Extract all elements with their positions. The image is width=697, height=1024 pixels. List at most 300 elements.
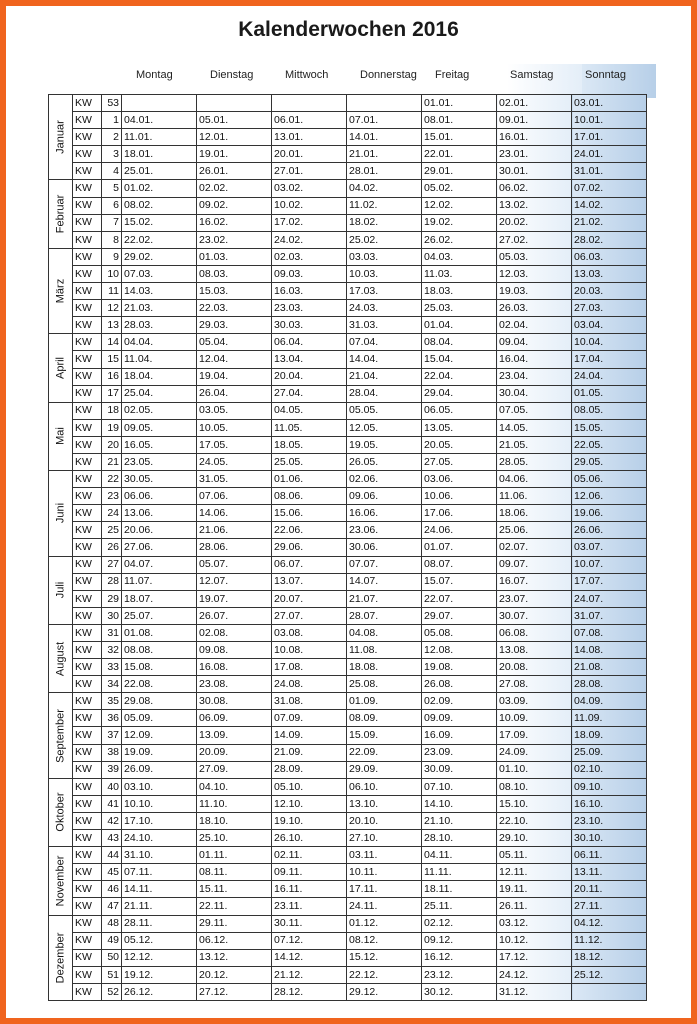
date-cell: 30.08. — [197, 693, 272, 710]
week-row — [49, 915, 647, 932]
date-cell: 17.09. — [497, 727, 572, 744]
date-cell: 29.05. — [572, 453, 647, 470]
week-number: 25 — [102, 522, 122, 539]
date-cell: 14.09. — [272, 727, 347, 744]
date-cell: 23.05. — [122, 453, 197, 470]
date-cell: 09.09. — [422, 710, 497, 727]
week-row — [49, 607, 647, 624]
date-cell: 25.09. — [572, 744, 647, 761]
date-cell: 24.10. — [122, 830, 197, 847]
date-cell: 17.11. — [347, 881, 422, 898]
week-number: 18 — [102, 402, 122, 419]
date-cell: 05.10. — [272, 778, 347, 795]
week-row — [49, 710, 647, 727]
date-cell: 22.06. — [272, 522, 347, 539]
date-cell: 28.02. — [572, 231, 647, 248]
kw-label: KW — [73, 590, 102, 607]
date-cell: 25.08. — [347, 676, 422, 693]
date-cell: 22.04. — [422, 368, 497, 385]
date-cell: 16.02. — [197, 214, 272, 231]
date-cell: 01.12. — [347, 915, 422, 932]
kw-label: KW — [73, 812, 102, 829]
date-cell: 17.12. — [497, 949, 572, 966]
date-cell: 10.12. — [497, 932, 572, 949]
date-cell: 02.08. — [197, 624, 272, 641]
date-cell: 30.03. — [272, 317, 347, 334]
week-row — [49, 983, 647, 1000]
date-cell: 05.03. — [497, 248, 572, 265]
kw-label: KW — [73, 522, 102, 539]
date-cell: 01.01. — [422, 95, 497, 112]
date-cell: 04.05. — [272, 402, 347, 419]
date-cell: 22.11. — [197, 898, 272, 915]
date-cell: 06.01. — [272, 112, 347, 129]
week-row — [49, 932, 647, 949]
week-row — [49, 214, 647, 231]
date-cell: 06.10. — [347, 778, 422, 795]
date-cell: 09.03. — [272, 265, 347, 282]
date-cell: 27.04. — [272, 385, 347, 402]
date-cell: 04.09. — [572, 693, 647, 710]
date-cell: 25.05. — [272, 453, 347, 470]
date-cell: 29.09. — [347, 761, 422, 778]
date-cell: 05.04. — [197, 334, 272, 351]
week-number: 2 — [102, 129, 122, 146]
date-cell: 12.10. — [272, 795, 347, 812]
week-number: 33 — [102, 659, 122, 676]
date-cell: 28.03. — [122, 317, 197, 334]
date-cell: 12.03. — [497, 265, 572, 282]
date-cell: 18.09. — [572, 727, 647, 744]
week-number: 53 — [102, 95, 122, 112]
week-number: 39 — [102, 761, 122, 778]
date-cell: 02.07. — [497, 539, 572, 556]
date-cell: 10.09. — [497, 710, 572, 727]
header-montag: Montag — [136, 69, 173, 81]
date-cell: 22.07. — [422, 590, 497, 607]
date-cell: 27.05. — [422, 453, 497, 470]
date-cell: 10.11. — [347, 864, 422, 881]
week-row — [49, 163, 647, 180]
date-cell: 15.11. — [197, 881, 272, 898]
date-cell: 15.12. — [347, 949, 422, 966]
date-cell: 31.07. — [572, 607, 647, 624]
date-cell: 30.12. — [422, 983, 497, 1000]
date-cell: 06.03. — [572, 248, 647, 265]
date-cell: 06.02. — [497, 180, 572, 197]
date-cell: 21.07. — [347, 590, 422, 607]
date-cell: 13.06. — [122, 505, 197, 522]
date-cell: 09.07. — [497, 556, 572, 573]
month-label: September — [54, 708, 66, 763]
date-cell: 19.01. — [197, 146, 272, 163]
date-cell: 21.05. — [497, 436, 572, 453]
date-cell: 19.05. — [347, 436, 422, 453]
page-title: Kalenderwochen 2016 — [238, 18, 459, 41]
kw-label: KW — [73, 761, 102, 778]
date-cell: 15.06. — [272, 505, 347, 522]
date-cell: 23.03. — [272, 300, 347, 317]
date-cell: 12.01. — [197, 129, 272, 146]
week-row — [49, 180, 647, 197]
week-number: 1 — [102, 112, 122, 129]
week-row — [49, 744, 647, 761]
week-number: 31 — [102, 624, 122, 641]
date-cell: 31.12. — [497, 983, 572, 1000]
week-row — [49, 966, 647, 983]
week-number: 13 — [102, 317, 122, 334]
kw-label: KW — [73, 505, 102, 522]
date-cell: 31.10. — [122, 847, 197, 864]
week-number: 21 — [102, 453, 122, 470]
date-cell: 16.05. — [122, 436, 197, 453]
date-cell: 04.03. — [422, 248, 497, 265]
week-number: 30 — [102, 607, 122, 624]
date-cell: 09.02. — [197, 197, 272, 214]
date-cell: 13.01. — [272, 129, 347, 146]
date-cell: 05.11. — [497, 847, 572, 864]
date-cell: 11.01. — [122, 129, 197, 146]
date-cell: 25.12. — [572, 966, 647, 983]
date-cell: 23.11. — [272, 898, 347, 915]
date-cell: 09.10. — [572, 778, 647, 795]
date-cell: 21.01. — [347, 146, 422, 163]
date-cell: 07.11. — [122, 864, 197, 881]
date-cell: 24.12. — [497, 966, 572, 983]
week-row — [49, 112, 647, 129]
week-number: 6 — [102, 197, 122, 214]
date-cell: 06.12. — [197, 932, 272, 949]
date-cell: 25.06. — [497, 522, 572, 539]
week-row — [49, 248, 647, 265]
date-cell: 21.08. — [572, 659, 647, 676]
date-cell: 23.12. — [422, 966, 497, 983]
date-cell — [122, 95, 197, 112]
date-cell: 21.10. — [422, 812, 497, 829]
kw-label: KW — [73, 898, 102, 915]
date-cell: 13.03. — [572, 265, 647, 282]
date-cell: 29.11. — [197, 915, 272, 932]
date-cell: 16.01. — [497, 129, 572, 146]
week-row — [49, 727, 647, 744]
date-cell: 10.05. — [197, 419, 272, 436]
date-cell: 30.05. — [122, 471, 197, 488]
kw-label: KW — [73, 932, 102, 949]
date-cell: 09.12. — [422, 932, 497, 949]
date-cell: 26.11. — [497, 898, 572, 915]
date-cell: 09.01. — [497, 112, 572, 129]
date-cell: 27.08. — [497, 676, 572, 693]
date-cell — [197, 95, 272, 112]
date-cell: 04.01. — [122, 112, 197, 129]
date-cell: 19.07. — [197, 590, 272, 607]
date-cell: 22.08. — [122, 676, 197, 693]
month-cell — [49, 95, 73, 180]
week-number: 22 — [102, 471, 122, 488]
date-cell: 11.07. — [122, 573, 197, 590]
calendar-week-table — [48, 94, 647, 1001]
week-row — [49, 573, 647, 590]
date-cell: 30.01. — [497, 163, 572, 180]
date-cell: 05.06. — [572, 471, 647, 488]
date-cell: 18.07. — [122, 590, 197, 607]
date-cell: 10.07. — [572, 556, 647, 573]
week-row — [49, 864, 647, 881]
kw-label: KW — [73, 864, 102, 881]
date-cell: 17.02. — [272, 214, 347, 231]
kw-label: KW — [73, 966, 102, 983]
month-label: Februar — [54, 194, 66, 234]
date-cell: 28.09. — [272, 761, 347, 778]
date-cell: 16.03. — [272, 283, 347, 300]
date-cell: 23.02. — [197, 231, 272, 248]
date-cell: 20.09. — [197, 744, 272, 761]
date-cell: 21.11. — [122, 898, 197, 915]
date-cell: 23.07. — [497, 590, 572, 607]
week-number: 10 — [102, 265, 122, 282]
date-cell: 22.03. — [197, 300, 272, 317]
week-number: 24 — [102, 505, 122, 522]
date-cell: 26.12. — [122, 983, 197, 1000]
date-cell: 19.08. — [422, 659, 497, 676]
date-cell: 05.09. — [122, 710, 197, 727]
kw-label: KW — [73, 112, 102, 129]
date-cell: 28.01. — [347, 163, 422, 180]
calendar-body — [49, 95, 647, 1001]
week-number: 52 — [102, 983, 122, 1000]
kw-label: KW — [73, 983, 102, 1000]
date-cell: 18.11. — [422, 881, 497, 898]
week-row — [49, 556, 647, 573]
week-number: 38 — [102, 744, 122, 761]
month-label: Juni — [54, 503, 66, 524]
date-cell — [572, 983, 647, 1000]
date-cell: 19.09. — [122, 744, 197, 761]
week-number: 16 — [102, 368, 122, 385]
date-cell: 11.08. — [347, 642, 422, 659]
week-row — [49, 436, 647, 453]
kw-label: KW — [73, 385, 102, 402]
date-cell: 18.03. — [422, 283, 497, 300]
date-cell: 01.06. — [272, 471, 347, 488]
date-cell: 17.03. — [347, 283, 422, 300]
date-cell: 18.08. — [347, 659, 422, 676]
date-cell: 15.05. — [572, 419, 647, 436]
week-row — [49, 402, 647, 419]
date-cell: 12.05. — [347, 419, 422, 436]
date-cell: 03.06. — [422, 471, 497, 488]
date-cell: 12.11. — [497, 864, 572, 881]
date-cell: 17.01. — [572, 129, 647, 146]
date-cell: 11.06. — [497, 488, 572, 505]
date-cell: 28.07. — [347, 607, 422, 624]
date-cell: 26.01. — [197, 163, 272, 180]
date-cell: 19.06. — [572, 505, 647, 522]
week-row — [49, 351, 647, 368]
week-number: 32 — [102, 642, 122, 659]
week-number: 17 — [102, 385, 122, 402]
kw-label: KW — [73, 607, 102, 624]
month-cell — [49, 624, 73, 692]
header-donnerstag: Donnerstag — [360, 69, 417, 81]
date-cell: 01.02. — [122, 180, 197, 197]
date-cell: 30.06. — [347, 539, 422, 556]
week-row — [49, 522, 647, 539]
date-cell: 08.11. — [197, 864, 272, 881]
date-cell: 29.08. — [122, 693, 197, 710]
date-cell: 16.07. — [497, 573, 572, 590]
week-number: 11 — [102, 283, 122, 300]
date-cell: 07.01. — [347, 112, 422, 129]
kw-label: KW — [73, 830, 102, 847]
week-number: 20 — [102, 436, 122, 453]
date-cell: 18.02. — [347, 214, 422, 231]
kw-label: KW — [73, 231, 102, 248]
date-cell: 12.12. — [122, 949, 197, 966]
week-row — [49, 830, 647, 847]
week-number: 50 — [102, 949, 122, 966]
week-row — [49, 659, 647, 676]
week-row — [49, 795, 647, 812]
date-cell: 24.09. — [497, 744, 572, 761]
date-cell: 02.12. — [422, 915, 497, 932]
date-cell: 09.11. — [272, 864, 347, 881]
week-number: 15 — [102, 351, 122, 368]
date-cell: 15.08. — [122, 659, 197, 676]
date-cell: 03.12. — [497, 915, 572, 932]
week-row — [49, 197, 647, 214]
week-row — [49, 778, 647, 795]
date-cell: 27.07. — [272, 607, 347, 624]
kw-label: KW — [73, 710, 102, 727]
date-cell: 06.07. — [272, 556, 347, 573]
date-cell: 03.09. — [497, 693, 572, 710]
date-cell: 10.03. — [347, 265, 422, 282]
date-cell: 13.08. — [497, 642, 572, 659]
month-label: März — [54, 278, 66, 304]
week-row — [49, 881, 647, 898]
week-row — [49, 642, 647, 659]
date-cell: 30.09. — [422, 761, 497, 778]
kw-label: KW — [73, 471, 102, 488]
date-cell: 18.05. — [272, 436, 347, 453]
header-mittwoch: Mittwoch — [285, 69, 329, 81]
date-cell: 04.06. — [497, 471, 572, 488]
date-cell: 02.03. — [272, 248, 347, 265]
date-cell: 23.09. — [422, 744, 497, 761]
date-cell: 08.05. — [572, 402, 647, 419]
date-cell: 20.02. — [497, 214, 572, 231]
month-cell — [49, 693, 73, 778]
date-cell: 06.05. — [422, 402, 497, 419]
kw-label: KW — [73, 539, 102, 556]
month-label: August — [54, 641, 66, 676]
date-cell: 14.08. — [572, 642, 647, 659]
date-cell: 25.02. — [347, 231, 422, 248]
date-cell: 29.02. — [122, 248, 197, 265]
month-label: Mai — [54, 427, 66, 446]
date-cell: 16.04. — [497, 351, 572, 368]
date-cell: 02.01. — [497, 95, 572, 112]
date-cell: 27.03. — [572, 300, 647, 317]
kw-label: KW — [73, 129, 102, 146]
date-cell: 29.04. — [422, 385, 497, 402]
date-cell: 16.10. — [572, 795, 647, 812]
kw-label: KW — [73, 419, 102, 436]
date-cell: 14.02. — [572, 197, 647, 214]
kw-label: KW — [73, 915, 102, 932]
date-cell: 15.10. — [497, 795, 572, 812]
week-number: 49 — [102, 932, 122, 949]
kw-label: KW — [73, 351, 102, 368]
week-number: 42 — [102, 812, 122, 829]
date-cell: 22.02. — [122, 231, 197, 248]
date-cell: 07.04. — [347, 334, 422, 351]
date-cell: 04.11. — [422, 847, 497, 864]
date-cell: 24.02. — [272, 231, 347, 248]
kw-label: KW — [73, 676, 102, 693]
date-cell: 20.03. — [572, 283, 647, 300]
kw-label: KW — [73, 847, 102, 864]
date-cell: 20.12. — [197, 966, 272, 983]
week-row — [49, 590, 647, 607]
date-cell: 31.08. — [272, 693, 347, 710]
date-cell: 07.05. — [497, 402, 572, 419]
date-cell: 03.11. — [347, 847, 422, 864]
date-cell: 08.12. — [347, 932, 422, 949]
week-number: 29 — [102, 590, 122, 607]
week-row — [49, 283, 647, 300]
kw-label: KW — [73, 334, 102, 351]
date-cell: 05.05. — [347, 402, 422, 419]
date-cell: 13.11. — [572, 864, 647, 881]
week-row — [49, 385, 647, 402]
week-number: 7 — [102, 214, 122, 231]
kw-label: KW — [73, 453, 102, 470]
date-cell: 19.02. — [422, 214, 497, 231]
week-row — [49, 419, 647, 436]
date-cell: 01.04. — [422, 317, 497, 334]
date-cell: 18.12. — [572, 949, 647, 966]
week-row — [49, 761, 647, 778]
kw-label: KW — [73, 624, 102, 641]
date-cell: 05.07. — [197, 556, 272, 573]
month-cell — [49, 334, 73, 402]
week-row — [49, 847, 647, 864]
date-cell: 13.02. — [497, 197, 572, 214]
date-cell: 17.06. — [422, 505, 497, 522]
week-number: 44 — [102, 847, 122, 864]
date-cell: 06.06. — [122, 488, 197, 505]
date-cell: 02.02. — [197, 180, 272, 197]
kw-label: KW — [73, 881, 102, 898]
date-cell — [347, 95, 422, 112]
kw-label: KW — [73, 368, 102, 385]
kw-label: KW — [73, 659, 102, 676]
date-cell: 14.11. — [122, 881, 197, 898]
week-row — [49, 368, 647, 385]
kw-label: KW — [73, 248, 102, 265]
date-cell: 13.12. — [197, 949, 272, 966]
week-number: 35 — [102, 693, 122, 710]
date-cell: 31.01. — [572, 163, 647, 180]
header-freitag: Freitag — [435, 69, 470, 81]
date-cell: 13.04. — [272, 351, 347, 368]
date-cell: 27.11. — [572, 898, 647, 915]
header-samstag: Samstag — [507, 64, 582, 98]
week-row — [49, 539, 647, 556]
date-cell: 25.01. — [122, 163, 197, 180]
